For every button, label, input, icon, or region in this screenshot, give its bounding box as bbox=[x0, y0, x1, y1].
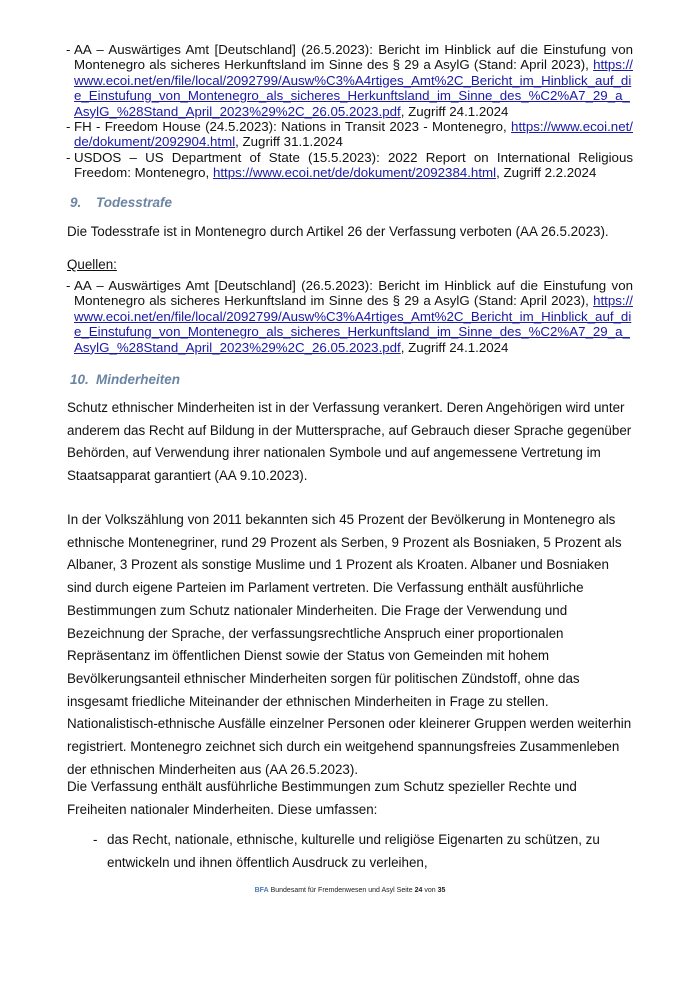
source-link[interactable]: https://www.ecoi.net/de/dokument/2092384.html bbox=[212, 165, 497, 181]
access-date: , Zugriff 31.1.2024 bbox=[235, 134, 343, 150]
page-total: 35 bbox=[437, 887, 446, 894]
source-link[interactable]: https://www.ecoi.net/de/dokument/2092904.html bbox=[74, 119, 633, 150]
section-9-heading: 9. Todesstrafe bbox=[70, 195, 173, 210]
source-item: - FH - Freedom House (24.5.2023): Nations in Transit 2023 - Montenegro, https://www.ecoi.net/de/dokument/2092904.html, Zugriff 31.1.2024 bbox=[66, 119, 633, 150]
bullet-item: - das Recht, nationale, ethnische, kulturelle und religiöse Eigenarten zu schützen, zu entwickeln und ihnen öffentlich Ausdruck zu verleihen, bbox=[93, 832, 600, 870]
source-link[interactable]: https://www.ecoi.net/en/file/local/2092799/Ausw%C3%A4rtiges_Amt%2C_Bericht_im_Hinblick_auf_die_Einstufung_von_Montenegro_als_sicheres_Herkunftsland_im_Sinne_des_%C2%A7_29_a_AsylG_%28Stand_April_2023%29%2C_26.05.2023.pdf bbox=[74, 293, 633, 355]
source-item: - AA – Auswärtiges Amt [Deutschland] (26.5.2023): Bericht im Hinblick auf die Einstufung von Montenegro als sicheres Herkunftsland im Sinne des § 29 a AsylG (Stand: April 2023), https://www.ecoi.net/en/file/local/2092799/Ausw%C3%A4rtiges_Amt%2C_Bericht_im_Hinblick_auf_die_Einstufung_von_Montenegro_als_sicheres_Herkunftsland_im_Sinne_des_%C2%A7_29_a_AsylG_%28Stand_April_2023%29%2C_26.05.2023.pdf, Zugriff 24.1.2024 bbox=[66, 42, 633, 119]
section-10-heading: 10. Minderheiten bbox=[70, 372, 181, 387]
source-text: USDOS – US Department of State (15.5.2023): 2022 Report on International Religious Freedom: Montenegro, bbox=[74, 149, 633, 181]
section-9-sources bbox=[67, 278, 633, 355]
source-text: AA – Auswärtiges Amt [Deutschland] (26.5.2023): Bericht im Hinblick auf die Einstufung von Montenegro als sicheres Herkunftsland im Sinne des § 29 a AsylG (Stand: April 2023), bbox=[74, 42, 633, 73]
source-item: - USDOS – US Department of State (15.5.2023): 2022 Report on International Religious Freedom: Montenegro, https://www.ecoi.net/de/dokument/2092384.html, Zugriff 2.2.2024 bbox=[66, 149, 633, 181]
paragraph: In der Volkszählung von 2011 bekannten sich 45 Prozent der Bevölkerung in Montenegro als ethnische Montenegriner, rund 29 Prozent als Serben, 9 Prozent als Bosniaken, 5 Prozent als Albaner, 3 Prozent als sonstige Muslime und 1 Prozent als Kroaten. Albaner und Bosniaken sind durch eigene Parteien im Parlament vertreten. Die Verfassung enthält ausführliche Bestimmungen zum Schutz nationaler Minderheiten. Die Frage der Verwendung und Bezeichnung der Sprache, der verfassungsrechtliche Anspruch einer proportionalen Repräsentanz im öffentlichen Dienst sowie der Status von Gemeinden mit hohem Bevölkerungsanteil ethnischer Minderheiten sorgen für politischen Zündstoff, ohne das insgesamt friedliche Miteinander der ethnischen Minderheiten in Frage zu stellen. Nationalistisch-ethnische Ausfälle einzelner Personen oder kleinerer Gruppen werden weiterhin registriert. Montenegro zeichnet sich durch ein weitgehend spannungsfreies Zusammenleben der ethnischen Minderheiten aus (AA 26.5.2023). bbox=[67, 512, 632, 777]
source-text: AA – Auswärtiges Amt [Deutschland] (26.5.2023): Bericht im Hinblick auf die Einstufung von Montenegro als sicheres Herkunftsland im Sinne des § 29 a AsylG (Stand: April 2023), bbox=[74, 278, 633, 309]
source-text: FH - Freedom House (24.5.2023): Nations in Transit 2023 - Montenegro, bbox=[74, 119, 512, 135]
access-date: , Zugriff 2.2.2024 bbox=[496, 165, 597, 181]
sources-label: Quellen: bbox=[67, 257, 117, 272]
access-date: , Zugriff 24.1.2024 bbox=[400, 339, 509, 355]
access-date: , Zugriff 24.1.2024 bbox=[400, 103, 509, 119]
source-link[interactable]: https://www.ecoi.net/en/file/local/2092799/Ausw%C3%A4rtiges_Amt%2C_Bericht_im_Hinblick_auf_die_Einstufung_von_Montenegro_als_sicheres_Herkunftsland_im_Sinne_des_%C2%A7_29_a_AsylG_%28Stand_April_2023%29%2C_26.05.2023.pdf bbox=[74, 57, 633, 119]
page-number: 24 bbox=[414, 887, 423, 894]
paragraph: Schutz ethnischer Minderheiten ist in der Verfassung verankert. Deren Angehörigen wird unter anderem das Recht auf Bildung in der Muttersprache, auf Gebrauch dieser Sprache gegenüber Behörden, auf Verwendung ihrer nationalen Symbole und auf angemessene Vertretung im Staatsapparat garantiert (AA 9.10.2023). bbox=[67, 400, 632, 484]
section-9-text: Die Todesstrafe ist in Montenegro durch Artikel 26 der Verfassung verboten (AA 26.5.2023). bbox=[67, 224, 609, 239]
top-sources-list bbox=[67, 42, 633, 181]
page-footer: BFA Bundesamt für Fremdenwesen und Asyl Seite 24 von 35 bbox=[254, 887, 446, 894]
bfa-logo-text: BFA bbox=[254, 887, 269, 894]
paragraph: Die Verfassung enthält ausführliche Bestimmungen zum Schutz spezieller Rechte und Freiheiten nationaler Minderheiten. Diese umfassen: bbox=[67, 779, 577, 817]
source-item: - AA – Auswärtiges Amt [Deutschland] (26.5.2023): Bericht im Hinblick auf die Einstufung von Montenegro als sicheres Herkunftsland im Sinne des § 29 a AsylG (Stand: April 2023), https://www.ecoi.net/en/file/local/2092799/Ausw%C3%A4rtiges_Amt%2C_Bericht_im_Hinblick_auf_die_Einstufung_von_Montenegro_als_sicheres_Herkunftsland_im_Sinne_des_%C2%A7_29_a_AsylG_%28Stand_April_2023%29%2C_26.05.2023.pdf, Zugriff 24.1.2024 bbox=[66, 278, 633, 355]
